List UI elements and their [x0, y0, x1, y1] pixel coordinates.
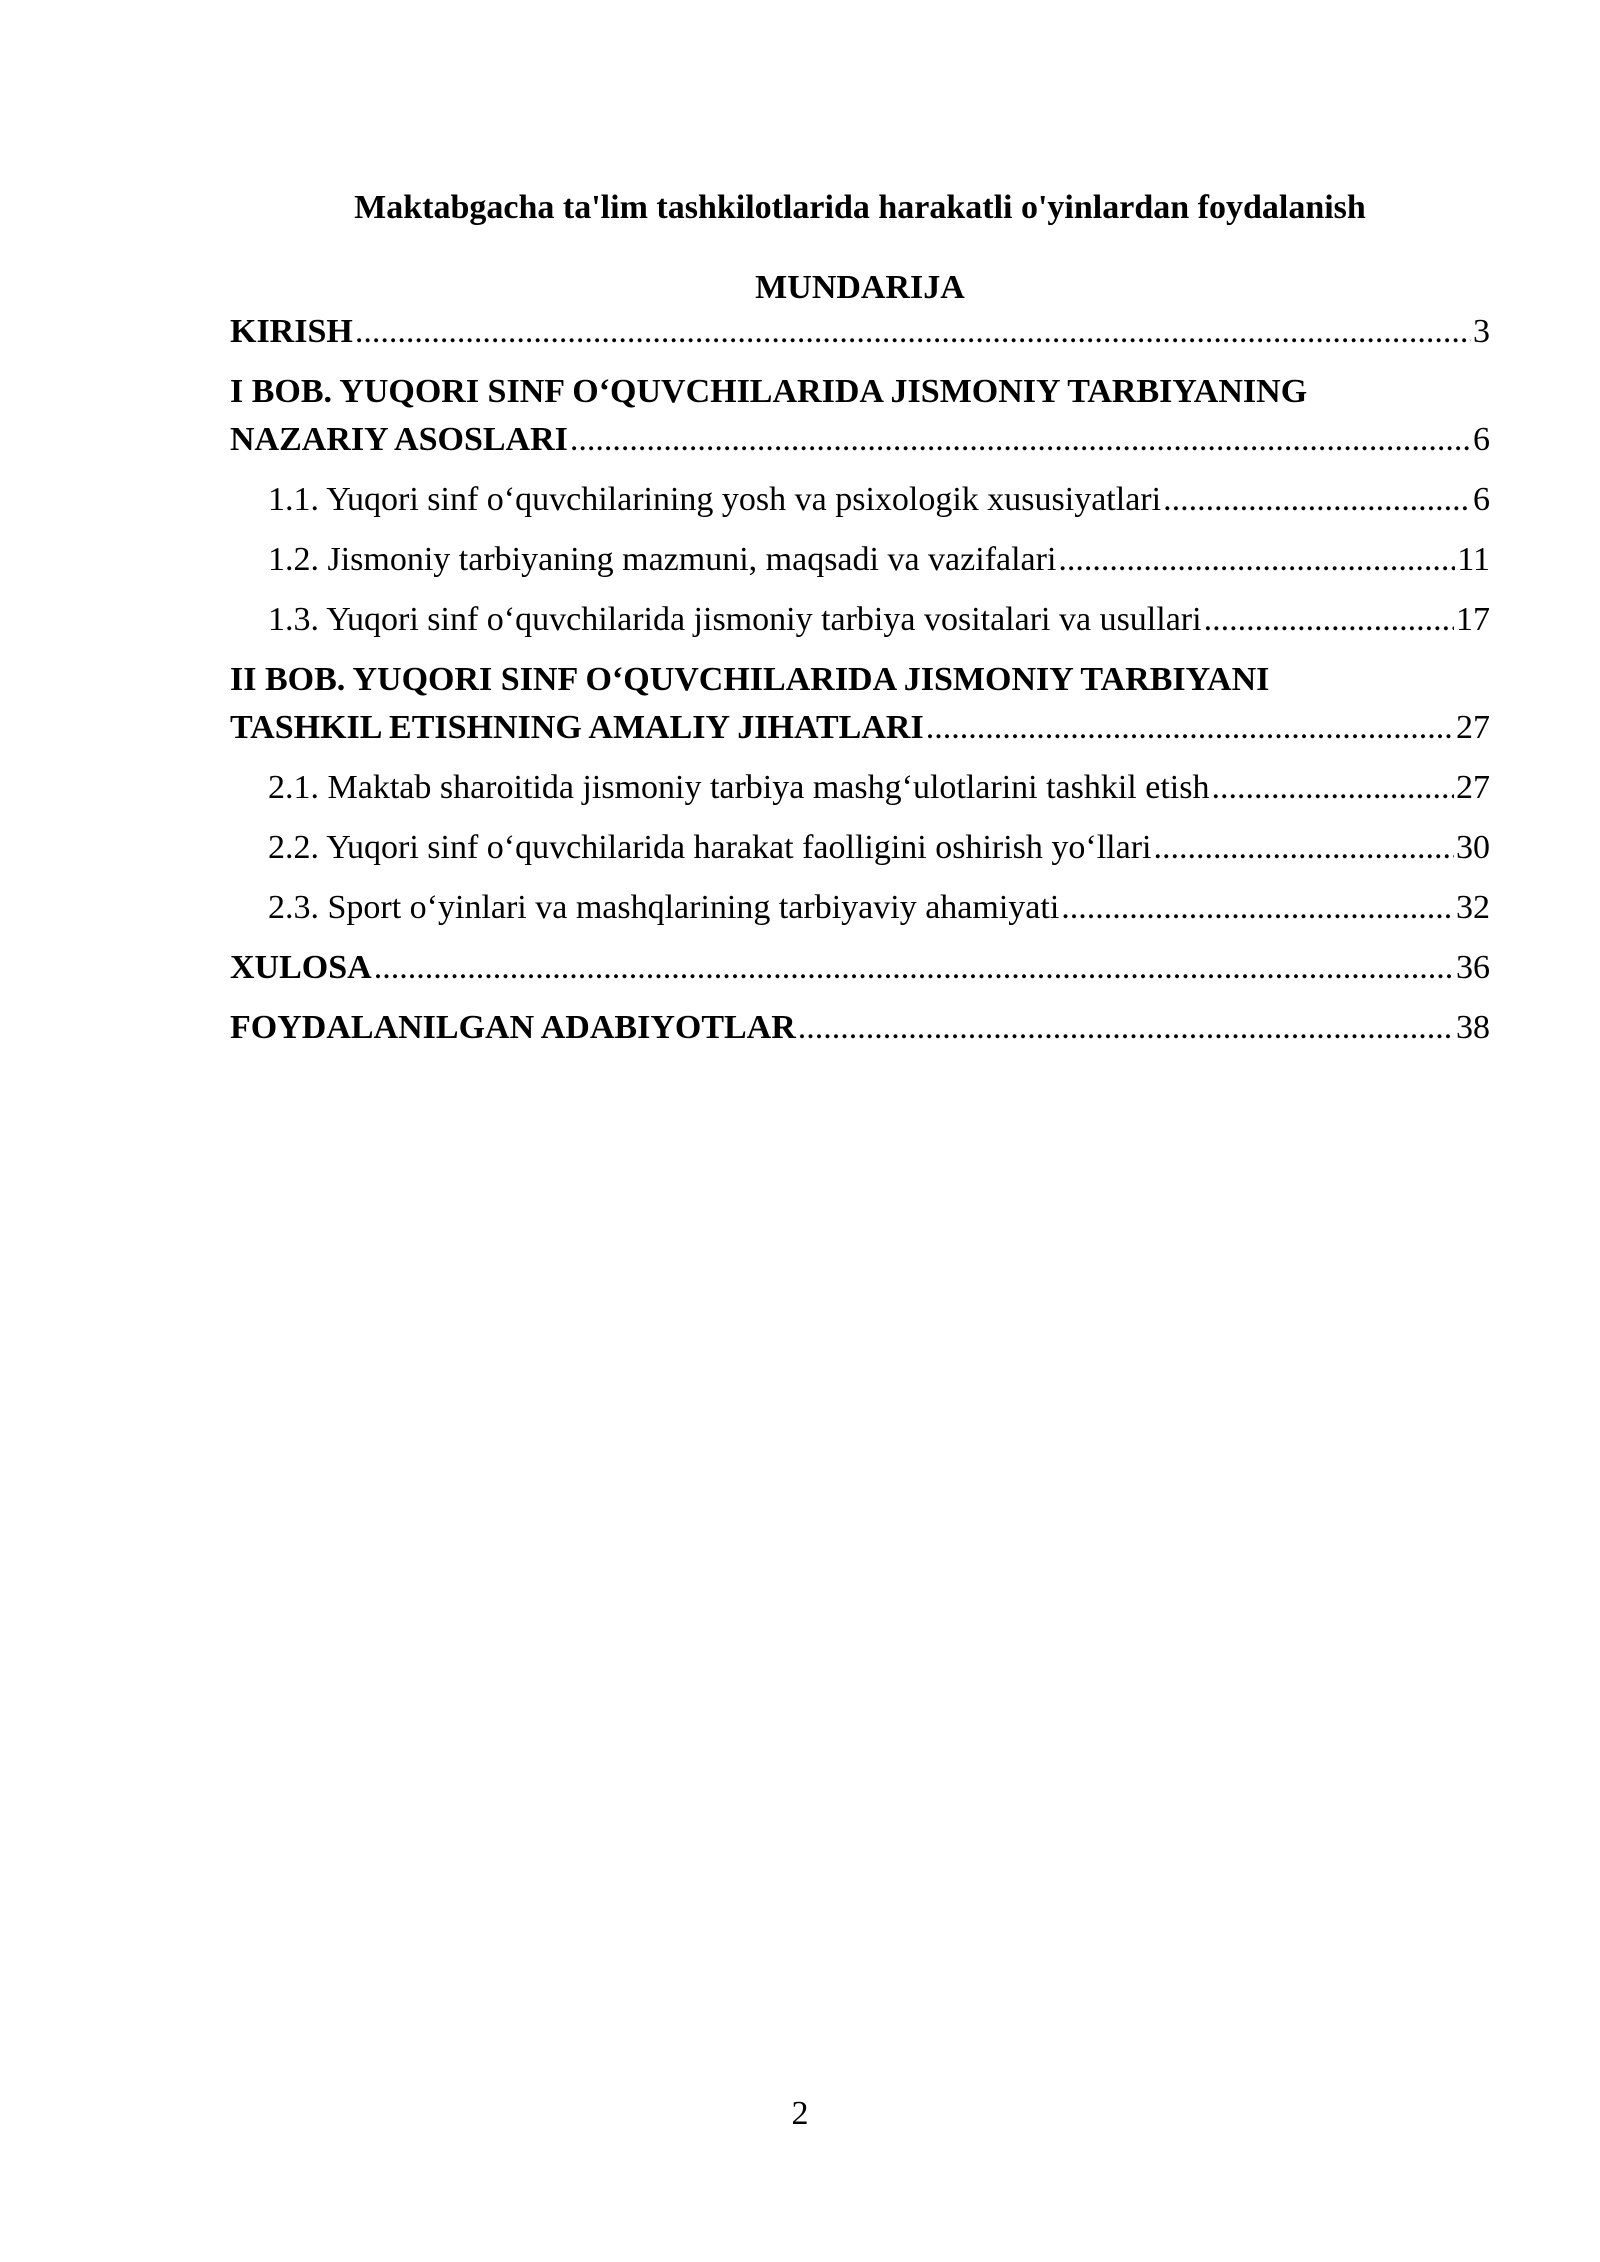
dot-leader [1154, 824, 1455, 872]
toc-entry-label-line2: TASHKIL ETISHNING AMALIY JIHATLARI [230, 709, 924, 746]
dot-leader [798, 1004, 1454, 1052]
toc-entry-kirish[interactable] [230, 308, 1490, 356]
document-title: Maktabgacha ta'lim tashkilotlarida harakatli o'yinlardan foydalanish [354, 189, 1366, 226]
toc-heading: MUNDARIJA [755, 269, 965, 306]
toc-entry-section-2-1[interactable] [230, 764, 1490, 812]
toc-entry-section-1-3[interactable] [230, 596, 1490, 644]
toc-entry-xulosa[interactable] [230, 944, 1490, 992]
dot-leader [1163, 476, 1471, 524]
toc-entry-chapter-1[interactable] [230, 368, 1490, 464]
toc-entry-section-1-1[interactable] [230, 476, 1490, 524]
dot-leader [926, 704, 1454, 752]
toc-page-number: 3 [1473, 313, 1490, 350]
toc-entry-label: FOYDALANILGAN ADABIYOTLAR [230, 1009, 796, 1046]
toc-entry-section-2-3[interactable] [230, 884, 1490, 932]
dot-leader [1211, 764, 1454, 812]
toc-entry-label: 1.2. Jismoniy tarbiyaning mazmuni, maqsadi va vazifalari [268, 541, 1057, 578]
toc-page-number: 6 [1473, 421, 1490, 458]
toc-entry-label-line2: NAZARIY ASOSLARI [230, 421, 568, 458]
toc-entry-chapter-2[interactable] [230, 656, 1490, 752]
toc-page-number: 17 [1456, 601, 1490, 638]
toc-page-number: 36 [1456, 949, 1490, 986]
toc-entry-label: 1.1. Yuqori sinf o‘quvchilarining yosh va psixologik xususiyatlari [268, 481, 1162, 518]
toc-entry-label: 2.3. Sport o‘yinlari va mashqlarining tarbiyaviy ahamiyati [268, 889, 1060, 926]
toc-entry-label: 2.2. Yuqori sinf o‘quvchilarida harakat faolligini oshirish yo‘llari [268, 829, 1152, 866]
toc-page-number: 11 [1457, 541, 1490, 578]
dot-leader [1061, 884, 1454, 932]
toc-entry-label: XULOSA [230, 949, 372, 986]
toc-entry-label: 1.3. Yuqori sinf o‘quvchilarida jismoniy tarbiya vositalari va usullari [268, 601, 1202, 638]
table-of-contents [230, 308, 1490, 1052]
dot-leader [1204, 596, 1454, 644]
toc-entry-section-2-2[interactable] [230, 824, 1490, 872]
dot-leader [355, 308, 1471, 356]
toc-page-number: 27 [1456, 769, 1490, 806]
toc-page-number: 30 [1456, 829, 1490, 866]
toc-entry-adabiyotlar[interactable] [230, 1004, 1490, 1052]
toc-entry-label-line1: II BOB. YUQORI SINF O‘QUVCHILARIDA JISMONIY TARBIYANI [230, 661, 1270, 698]
dot-leader [570, 416, 1471, 464]
toc-page-number: 27 [1456, 709, 1490, 746]
toc-page-number: 32 [1456, 889, 1490, 926]
toc-entry-label: 2.1. Maktab sharoitida jismoniy tarbiya mashg‘ulotlarini tashkil etish [268, 769, 1210, 806]
toc-page-number: 38 [1456, 1009, 1490, 1046]
dot-leader [374, 944, 1454, 992]
toc-entry-section-1-2[interactable] [230, 536, 1490, 584]
page-number: 2 [791, 2095, 809, 2132]
dot-leader [1058, 536, 1455, 584]
toc-entry-label: KIRISH [230, 313, 353, 350]
toc-page-number: 6 [1473, 481, 1490, 518]
toc-entry-label-line1: I BOB. YUQORI SINF O‘QUVCHILARIDA JISMONIY TARBIYANING [230, 373, 1308, 410]
